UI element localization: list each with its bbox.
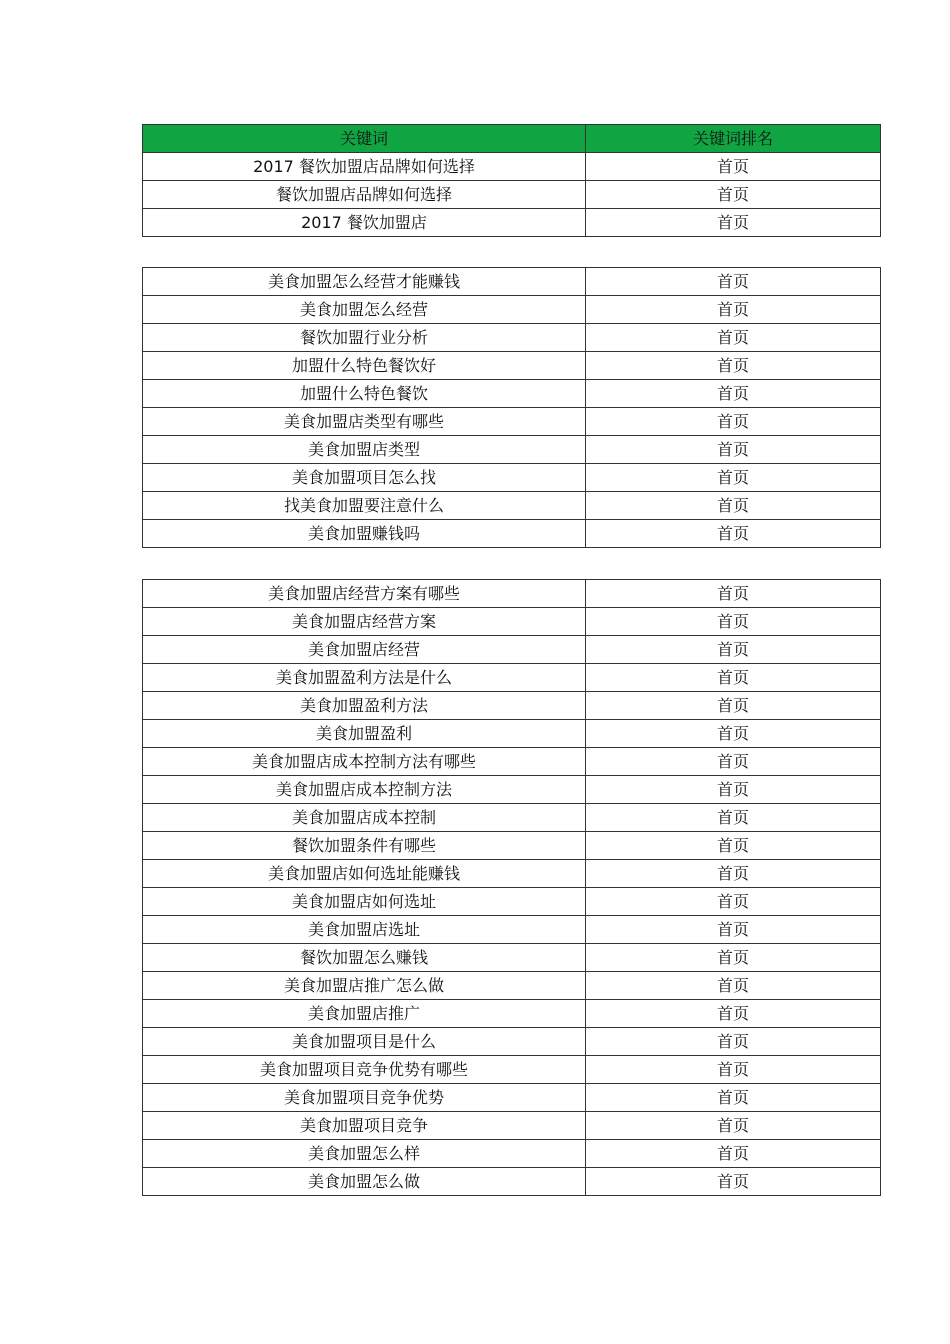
keyword-cell: 美食加盟店成本控制 — [143, 804, 586, 832]
ranking-cell: 首页 — [586, 408, 881, 436]
ranking-cell: 首页 — [586, 720, 881, 748]
keyword-cell: 美食加盟项目是什么 — [143, 1028, 586, 1056]
ranking-cell: 首页 — [586, 153, 881, 181]
table-row — [143, 380, 881, 408]
table-row — [143, 804, 881, 832]
keyword-cell: 美食加盟店成本控制方法有哪些 — [143, 748, 586, 776]
ranking-cell: 首页 — [586, 1112, 881, 1140]
ranking-cell: 首页 — [586, 748, 881, 776]
table-row — [143, 324, 881, 352]
keyword-cell: 2017 餐饮加盟店 — [143, 209, 586, 237]
keyword-cell: 美食加盟店类型有哪些 — [143, 408, 586, 436]
keyword-cell: 加盟什么特色餐饮 — [143, 380, 586, 408]
keyword-ranking-table-1 — [142, 124, 881, 237]
keyword-ranking-table-3 — [142, 579, 881, 1196]
keyword-cell: 餐饮加盟行业分析 — [143, 324, 586, 352]
table-row — [143, 888, 881, 916]
ranking-cell: 首页 — [586, 296, 881, 324]
header-keyword: 关键词 — [143, 125, 586, 153]
table-row — [143, 1000, 881, 1028]
keyword-cell: 美食加盟店如何选址 — [143, 888, 586, 916]
table-row — [143, 153, 881, 181]
table-row — [143, 209, 881, 237]
ranking-cell: 首页 — [586, 888, 881, 916]
keyword-cell: 2017 餐饮加盟店品牌如何选择 — [143, 153, 586, 181]
table-row — [143, 1112, 881, 1140]
table-row — [143, 1084, 881, 1112]
ranking-cell: 首页 — [586, 181, 881, 209]
table-row — [143, 636, 881, 664]
table-row — [143, 916, 881, 944]
ranking-cell: 首页 — [586, 860, 881, 888]
table-row — [143, 352, 881, 380]
ranking-cell: 首页 — [586, 636, 881, 664]
ranking-cell: 首页 — [586, 776, 881, 804]
table-row — [143, 720, 881, 748]
keyword-cell: 加盟什么特色餐饮好 — [143, 352, 586, 380]
keyword-cell: 美食加盟店类型 — [143, 436, 586, 464]
ranking-cell: 首页 — [586, 209, 881, 237]
ranking-cell: 首页 — [586, 1140, 881, 1168]
ranking-cell: 首页 — [586, 580, 881, 608]
table-row — [143, 832, 881, 860]
ranking-cell: 首页 — [586, 1028, 881, 1056]
keyword-cell: 美食加盟店经营方案 — [143, 608, 586, 636]
table-row — [143, 608, 881, 636]
keyword-ranking-table-2 — [142, 267, 881, 548]
keyword-cell: 美食加盟店成本控制方法 — [143, 776, 586, 804]
table-row — [143, 860, 881, 888]
ranking-cell: 首页 — [586, 916, 881, 944]
table-row — [143, 1140, 881, 1168]
table-row — [143, 520, 881, 548]
keyword-cell: 美食加盟盈利方法 — [143, 692, 586, 720]
keyword-cell: 美食加盟项目竞争优势有哪些 — [143, 1056, 586, 1084]
keyword-cell: 餐饮加盟怎么赚钱 — [143, 944, 586, 972]
ranking-cell: 首页 — [586, 1168, 881, 1196]
ranking-cell: 首页 — [586, 464, 881, 492]
table-row — [143, 1028, 881, 1056]
ranking-cell: 首页 — [586, 1000, 881, 1028]
table-row — [143, 944, 881, 972]
table-header-row — [143, 125, 881, 153]
ranking-cell: 首页 — [586, 1084, 881, 1112]
ranking-cell: 首页 — [586, 436, 881, 464]
keyword-cell: 美食加盟项目竞争 — [143, 1112, 586, 1140]
ranking-cell: 首页 — [586, 832, 881, 860]
ranking-cell: 首页 — [586, 268, 881, 296]
keyword-cell: 美食加盟怎么样 — [143, 1140, 586, 1168]
keyword-cell: 美食加盟店经营 — [143, 636, 586, 664]
table-row — [143, 1056, 881, 1084]
table-row — [143, 492, 881, 520]
keyword-cell: 找美食加盟要注意什么 — [143, 492, 586, 520]
table-row — [143, 436, 881, 464]
keyword-cell: 美食加盟店如何选址能赚钱 — [143, 860, 586, 888]
ranking-cell: 首页 — [586, 664, 881, 692]
ranking-cell: 首页 — [586, 324, 881, 352]
keyword-cell: 美食加盟怎么经营才能赚钱 — [143, 268, 586, 296]
keyword-cell: 美食加盟店选址 — [143, 916, 586, 944]
keyword-cell: 美食加盟项目怎么找 — [143, 464, 586, 492]
table-row — [143, 464, 881, 492]
table-row — [143, 580, 881, 608]
ranking-cell: 首页 — [586, 520, 881, 548]
table-row — [143, 181, 881, 209]
ranking-cell: 首页 — [586, 492, 881, 520]
table-row — [143, 776, 881, 804]
keyword-cell: 餐饮加盟店品牌如何选择 — [143, 181, 586, 209]
ranking-cell: 首页 — [586, 804, 881, 832]
keyword-cell: 美食加盟盈利 — [143, 720, 586, 748]
table-row — [143, 748, 881, 776]
ranking-cell: 首页 — [586, 352, 881, 380]
table-row — [143, 1168, 881, 1196]
table-row — [143, 664, 881, 692]
header-ranking: 关键词排名 — [586, 125, 881, 153]
keyword-cell: 美食加盟盈利方法是什么 — [143, 664, 586, 692]
ranking-cell: 首页 — [586, 944, 881, 972]
keyword-cell: 美食加盟店推广怎么做 — [143, 972, 586, 1000]
keyword-cell: 美食加盟店推广 — [143, 1000, 586, 1028]
table-row — [143, 692, 881, 720]
table-row — [143, 408, 881, 436]
table-row — [143, 268, 881, 296]
keyword-cell: 美食加盟店经营方案有哪些 — [143, 580, 586, 608]
ranking-cell: 首页 — [586, 972, 881, 1000]
keyword-cell: 美食加盟怎么经营 — [143, 296, 586, 324]
ranking-cell: 首页 — [586, 608, 881, 636]
table-row — [143, 972, 881, 1000]
keyword-cell: 餐饮加盟条件有哪些 — [143, 832, 586, 860]
ranking-cell: 首页 — [586, 692, 881, 720]
keyword-cell: 美食加盟项目竞争优势 — [143, 1084, 586, 1112]
keyword-cell: 美食加盟怎么做 — [143, 1168, 586, 1196]
table-row — [143, 296, 881, 324]
ranking-cell: 首页 — [586, 1056, 881, 1084]
ranking-cell: 首页 — [586, 380, 881, 408]
keyword-cell: 美食加盟赚钱吗 — [143, 520, 586, 548]
